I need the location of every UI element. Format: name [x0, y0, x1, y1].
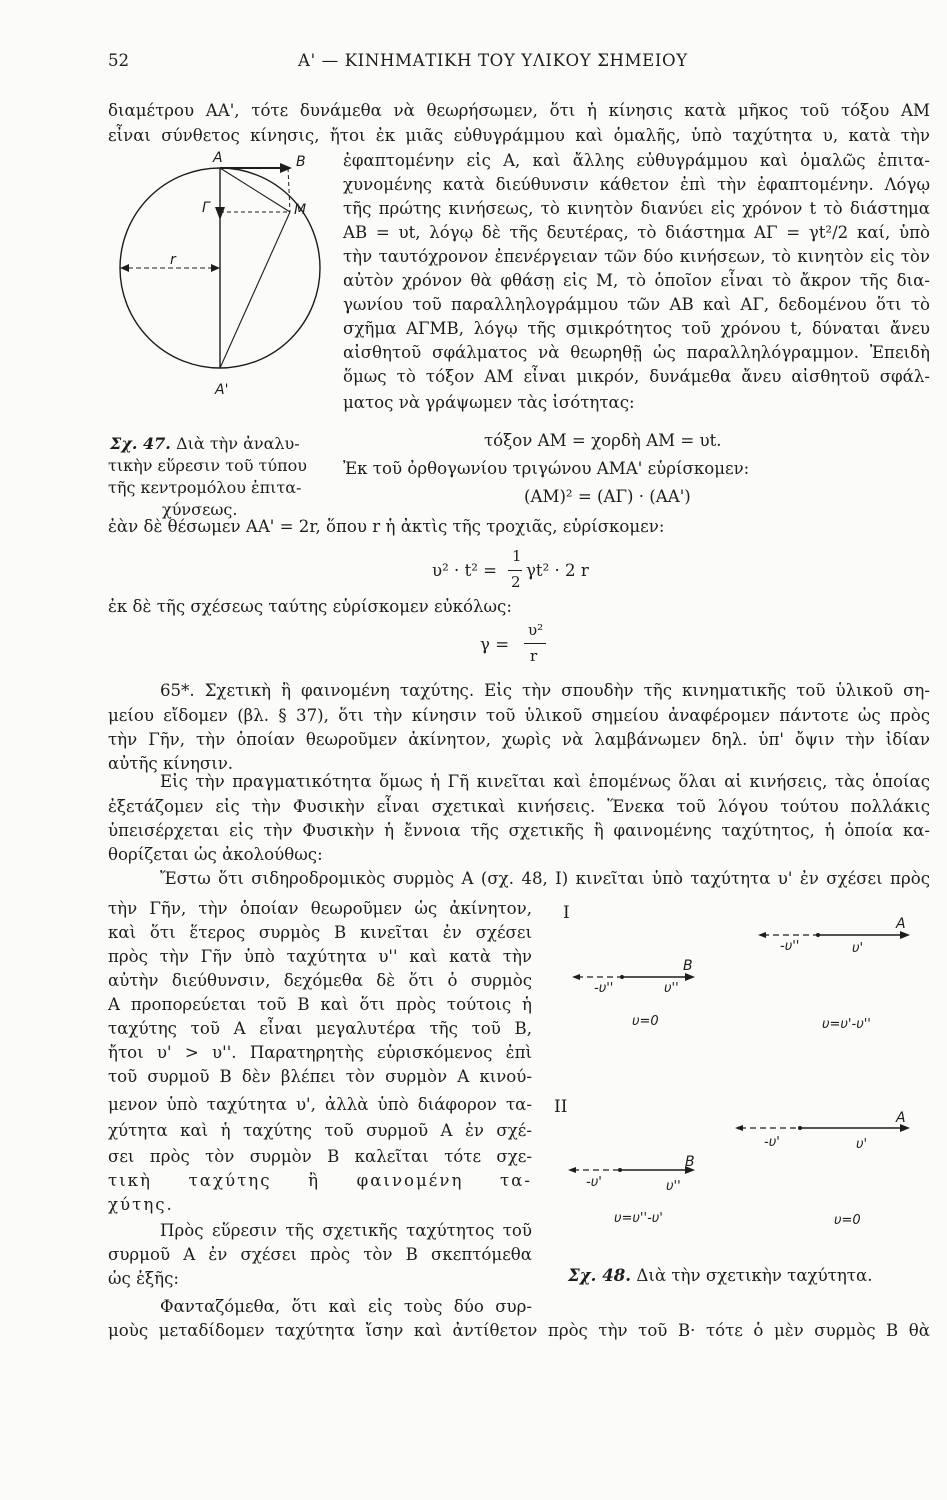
- p5-line-1: Φανταζόμεθα, ὅτι καὶ εἰς τοὺς δύο συρ-: [160, 1297, 532, 1316]
- fig48-case2-B-point: [618, 1168, 622, 1172]
- fig47-caption-label: Σχ. 47.: [110, 434, 171, 453]
- p4-line-3: ὡς ἑξῆς:: [108, 1269, 179, 1288]
- p3-line-9: μενον ὑπὸ ταχύτητα υ', ἀλλὰ ὑπὸ διάφορον τα-: [108, 1095, 532, 1114]
- equation-4-left: γ =: [480, 635, 510, 654]
- intro-right-line-8: σχῆμα ΑΓΜΒ, λόγῳ τῆς σμικρότητος τοῦ χρόνου t, δύναται ἄνευ: [343, 319, 930, 338]
- fig48-case1-eqB: υ=0: [632, 1014, 659, 1029]
- fig47-caption-line-4: χύνσεως.: [162, 500, 238, 519]
- equation-4-num: υ²: [528, 621, 544, 639]
- figure-48: [554, 900, 920, 1228]
- fig47-label-A2: A': [215, 382, 229, 398]
- intro-right-line-2: χυνομένης κατὰ διεύθυνσιν κάθετον ἐπὶ τὴν ἐφαπτομένην. Λόγῳ: [343, 175, 930, 194]
- fig48-case1-A-arrow-icon: [900, 931, 910, 939]
- fig48-case1-B-arrow-icon: [685, 973, 695, 981]
- running-title: Α' — ΚΙΝΗΜΑΤΙΚΗ ΤΟΥ ΥΛΙΚΟΥ ΣΗΜΕΙΟΥ: [298, 51, 688, 70]
- fig48-case2-mv1: -υ': [764, 1135, 780, 1150]
- p3-line-5: Α προπορεύεται τοῦ Β καὶ ὅτι πρὸς τούτοις ἡ: [108, 995, 532, 1014]
- p3-line-13: χύτης.: [108, 1195, 174, 1214]
- fig48-case2-A-point: [798, 1126, 802, 1130]
- fig47-caption-line-3: τῆς κεντρομόλου ἐπιτα-: [108, 478, 302, 497]
- intro-right-line-3: τῆς πρώτης κινήσεως, τὸ κινητὸν διανύει εἰς χρόνον t τὸ διάστημα: [343, 199, 930, 218]
- section65-heading-line: [160, 680, 930, 702]
- section65-number: 65*.: [160, 681, 195, 700]
- fig47-label-r: r: [170, 252, 176, 268]
- fig48-case2-v1: υ': [856, 1137, 868, 1152]
- p4-line-1: Πρὸς εὕρεσιν τῆς σχετικῆς ταχύτητος τοῦ: [160, 1221, 532, 1240]
- equation-1: τόξον ΑΜ = χορδὴ ΑΜ = υt.: [484, 431, 722, 450]
- fig48-case1-A-back-arrow-icon: [758, 932, 766, 938]
- p3-line-6: ταχύτης τοῦ Α εἶναι μεγαλυτέρα τῆς τοῦ Β,: [108, 1019, 532, 1038]
- fig48-case2-label-A: A: [896, 1110, 906, 1126]
- p3-line-8: τοῦ συρμοῦ Β δὲν βλέπει τὸν συρμὸν Α κινού-: [108, 1067, 532, 1086]
- fig48-case1-label-A: A: [896, 916, 906, 932]
- fig48-case2-label-B: B: [685, 1154, 695, 1170]
- line-after-eq3: ἐκ δὲ τῆς σχέσεως ταύτης εὑρίσκομεν εὐκόλως:: [108, 597, 512, 616]
- fig47-caption-text: Διὰ τὴν ἀναλυ-: [176, 434, 300, 453]
- intro-right-line-4: ΑΒ = υt, λόγῳ δὲ τῆς δευτέρας, τὸ διάστημα ΑΓ = γt²/2 καί, ὑπὸ: [343, 223, 930, 242]
- fig48-case2-v2: υ'': [666, 1179, 681, 1194]
- fig48-case1-mv1: -υ'': [780, 939, 800, 954]
- intro-right-line-10: ὅμως τὸ τόξον ΑΜ εἶναι μικρόν, δυνάμεθα ἄνευ αἰσθητοῦ σφάλ-: [343, 367, 930, 386]
- fig48-case2-numeral: II: [554, 1097, 568, 1117]
- fig48-case1-B-back-arrow-icon: [572, 974, 580, 980]
- fig47-dash-BM: [288, 168, 290, 212]
- fig48-case1-eqA: υ=υ'-υ'': [822, 1017, 871, 1032]
- p3-line-1: τὴν Γῆν, τὴν ὁποίαν θεωροῦμεν ὡς ἀκίνητον,: [108, 899, 532, 918]
- fig47-caption-line-2: τικὴν εὕρεσιν τοῦ τύπου: [108, 456, 307, 475]
- fig48-caption-label: Σχ. 48.: [568, 1265, 632, 1285]
- intro-right-line-5: τὴν ταυτόχρονον ἐπενέργειαν τῶν δύο κινήσεων, τὸ κινητὸν εἰς τὸν: [343, 247, 930, 266]
- intro-right-line-6: αὐτὸν χρόνον θὰ φθάσῃ εἰς Μ, τὸ ὁποῖον εἶναι τὸ ἄκρον τῆς δια-: [343, 271, 930, 290]
- fig48-case1-B-point: [620, 975, 624, 979]
- fig47-caption-line-1: [110, 433, 300, 455]
- section65-line-1: Εἰς τὴν σπουδὴν τῆς κινηματικῆς τοῦ ὑλικοῦ ση-: [484, 681, 930, 700]
- p3-line-11: σει πρὸς τὸν συρμὸν Β καλεῖται τότε σχε-: [108, 1147, 532, 1166]
- fig48-case1-label-B: B: [683, 958, 693, 974]
- p2-line-4: θορίζεται ὡς ἀκολούθως:: [108, 845, 323, 864]
- fig48-caption-text: Διὰ τὴν σχετικὴν ταχύτητα.: [636, 1266, 873, 1285]
- intro-right-line-1: ἐφαπτομένην εἰς Α, καὶ ἄλλης εὐθυγράμμου καὶ ὁμαλῶς ἐπιτα-: [343, 151, 930, 170]
- equation-4-fraction-bar: [524, 643, 546, 644]
- intro-line-1: διαμέτρου ΑΑ', τότε δυνάμεθα νὰ θεωρήσωμεν, ὅτι ἡ κίνησις κατὰ μῆκος τοῦ τόξου ΑΜ: [108, 101, 930, 120]
- fig47-arrow-G-icon: [215, 207, 225, 220]
- p2-line-2: ἐξετάζομεν εἰς τὴν Φυσικὴν εἶναι σχετικαὶ κινήσεις. Ἕνεκα τοῦ λόγου τούτου πολλάκις: [108, 797, 930, 816]
- equation-2: (ΑΜ)² = (ΑΓ) · (ΑΑ'): [524, 487, 691, 506]
- fig48-case2-B-back-arrow-icon: [568, 1167, 576, 1173]
- fig47-label-B: B: [296, 154, 306, 170]
- fig48-case2-A-back-arrow-icon: [735, 1125, 743, 1131]
- equation-3-left: υ² · t² =: [432, 561, 498, 580]
- fig47-label-G: Γ: [202, 200, 210, 216]
- fig47-radius-arrow-left-icon: [120, 264, 129, 272]
- fig48-caption: [568, 1264, 872, 1287]
- equation-1-text: Ἐκ τοῦ ὀρθογωνίου τριγώνου ΑΜΑ' εὑρίσκομεν:: [343, 459, 750, 478]
- figure-47: [118, 150, 318, 398]
- intro-right-line-9: αἰσθητοῦ σφάλματος νὰ θεωρηθῇ ὡς παραλληλόγραμμον. Ἐπειδὴ: [343, 343, 930, 362]
- p2-line-3: ὑπεισέρχεται εἰς τὴν Φυσικὴν ἡ ἔννοια τῆς σχετικῆς ἢ φαινομένης ταχύτητος, ἡ ὁποία κα-: [108, 821, 930, 840]
- section65-title: Σχετικὴ ἢ φαινομένη ταχύτης.: [204, 681, 475, 700]
- fig48-case1-A-point: [816, 933, 820, 937]
- fig47-label-A: A: [213, 150, 223, 166]
- equation-3-den: 2: [511, 573, 521, 591]
- fig47-line-MA2: [220, 212, 290, 368]
- p2-line-1: Εἰς τὴν πραγματικότητα ὅμως ἡ Γῆ κινεῖται καὶ ἑπομένως ὅλαι αἱ κινήσεις, τὰς ὁποίας: [160, 772, 930, 791]
- p3-first-line: Ἔστω ὅτι σιδηροδρομικὸς συρμὸς Α (σχ. 48, Ι) κινεῖται ὑπὸ ταχύτητα υ' ἐν σχέσει πρὸς: [160, 869, 930, 888]
- fig48-case1-mv2: -υ'': [594, 981, 614, 996]
- page-number: 52: [108, 51, 130, 70]
- fig48-case1-v1: υ': [852, 941, 864, 956]
- section65-line-2: μείου εἴδομεν (βλ. § 37), ὅτι τὴν κίνησιν τοῦ ὑλικοῦ σημείου ἀναφέρομεν πάντοτε ὡς πρὸς: [108, 706, 930, 725]
- fig48-case2-eqA: υ=0: [834, 1213, 861, 1228]
- fig48-case1-numeral: I: [563, 903, 570, 923]
- intro-right-line-11: ματος νὰ γράψωμεν τὰς ἰσότητας:: [343, 393, 635, 412]
- fig47-arrow-B-icon: [280, 163, 292, 173]
- equation-3-num: 1: [512, 547, 522, 565]
- p3-line-2: καὶ ὅτι ἕτερος συρμὸς Β κινεῖται ἐν σχέσει: [108, 923, 532, 942]
- fig48-case1-v2: υ'': [664, 981, 679, 996]
- p3-line-4: αὐτὴν διεύθυνσιν, δεχόμεθα δὲ ὅτι ὁ συρμὸς: [108, 971, 532, 990]
- fig47-radius-arrow-right-icon: [211, 264, 220, 272]
- equation-3-right: γt² · 2 r: [526, 561, 589, 580]
- line-after-eq2: ἐὰν δὲ θέσωμεν ΑΑ' = 2r, ὅπου r ἡ ἀκτὶς τῆς τροχιᾶς, εὑρίσκομεν:: [108, 517, 665, 536]
- p3-line-12: τικὴ ταχύτης ἢ φαινομένη τα-: [108, 1171, 532, 1190]
- section65-line-4: αὐτῆς κίνησιν.: [108, 754, 234, 773]
- fig48-case2-eqB: υ=υ''-υ': [614, 1211, 663, 1226]
- fig47-label-M: M: [294, 202, 307, 218]
- intro-right-line-7: γωνίου τοῦ παραλληλογράμμου τῶν ΑΒ καὶ ΑΓ, δεδομένου ὅτι τὸ: [343, 295, 930, 314]
- p4-line-2: συρμοῦ Α ἐν σχέσει πρὸς τὸν Β σκεπτόμεθα: [108, 1245, 532, 1264]
- p5-line-2: μοὺς μεταδίδομεν ταχύτητα ἴσην καὶ ἀντίθετον πρὸς τὴν τοῦ Β· τότε ὁ μὲν συρμὸς Β θὰ: [108, 1321, 930, 1340]
- intro-line-2: εἶναι σύνθετος κίνησις, ἤτοι ἐκ μιᾶς εὐθυγράμμου καὶ ὁμαλῆς, ὑπὸ ταχύτητα υ, κατὰ τὴν: [108, 126, 930, 145]
- section65-line-3: τὴν Γῆν, τὴν ὁποίαν θεωροῦμεν ἀκίνητον, χωρὶς νὰ λαμβάνωμεν δηλ. ὑπ' ὄψιν τὴν ἰδίαν: [108, 730, 930, 749]
- p3-line-3: πρὸς τὴν Γῆν ὑπὸ ταχύτητα υ'' καὶ κατὰ τὴν: [108, 947, 532, 966]
- p3-line-7: ἤτοι υ' > υ''. Παρατηρητὴς εὑρισκόμενος ἐπὶ: [108, 1043, 532, 1062]
- fig48-case2-mv2: -υ': [586, 1175, 602, 1190]
- p3-line-10: χύτητα καὶ ἡ ταχύτης τοῦ συρμοῦ Α ἐν σχέ-: [108, 1121, 532, 1140]
- equation-4-den: r: [530, 647, 538, 665]
